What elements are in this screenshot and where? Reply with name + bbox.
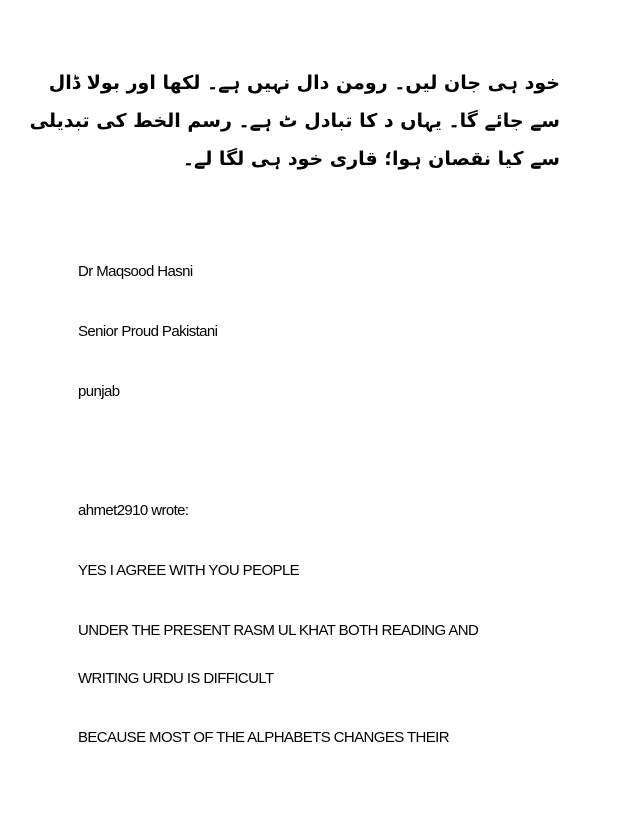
- quote-author-line: ahmet2910 wrote:: [78, 502, 189, 519]
- urdu-line-3: سے کیا نقصان ہوا؛ قاری خود ہی لگا لے۔: [182, 148, 560, 170]
- quote-line-4: BECAUSE MOST OF THE ALPHABETS CHANGES THEIR: [78, 729, 449, 746]
- quote-line-2: UNDER THE PRESENT RASM UL KHAT BOTH READING AND: [78, 622, 479, 639]
- signature-title: Senior Proud Pakistani: [78, 323, 218, 340]
- urdu-line-2: سے جائے گا۔ یہاں د کا تبادل ٹ ہے۔ رسم الخط کی تبدیلی: [29, 110, 560, 132]
- signature-location: punjab: [78, 383, 120, 400]
- urdu-paragraph: [29, 64, 560, 178]
- quote-line-3: WRITING URDU IS DIFFICULT: [78, 670, 274, 687]
- quote-line-1: YES I AGREE WITH YOU PEOPLE: [78, 562, 300, 579]
- urdu-line-1: خود ہی جان لیں۔ رومن دال نہیں ہے۔ لکھا اور بولا ڈال: [48, 72, 560, 94]
- signature-name: Dr Maqsood Hasni: [78, 263, 193, 280]
